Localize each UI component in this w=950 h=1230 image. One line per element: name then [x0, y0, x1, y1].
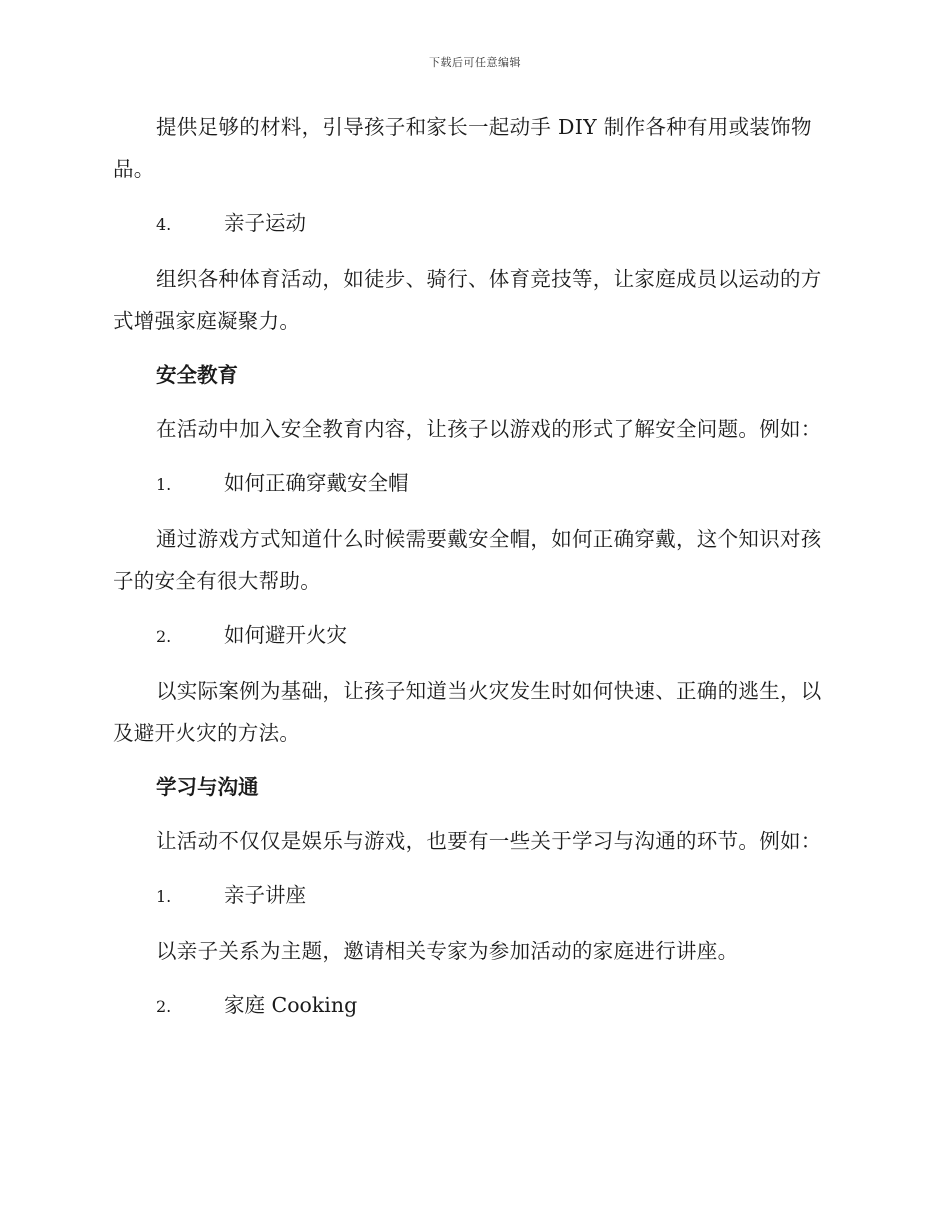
list-number: 2.: [156, 627, 172, 646]
list-item-cooking: [113, 984, 835, 1028]
list-item-sports: [113, 202, 835, 246]
list-item-lecture: [113, 874, 835, 918]
paragraph-learning-intro: 让活动不仅仅是娱乐与游戏，也要有一些关于学习与沟通的环节。例如：: [156, 829, 822, 853]
list-item-label: 亲子运动: [224, 211, 306, 235]
paragraph-helmet: 通过游戏方式知道什么时候需要戴安全帽，如何正确穿戴，这个知识对孩子的安全有很大帮助。: [113, 527, 822, 593]
paragraph-sports: 组织各种体育活动，如徒步、骑行、体育竞技等，让家庭成员以运动的方式增强家庭凝聚力。: [113, 267, 822, 333]
list-item-label: 家庭 Cooking: [224, 993, 358, 1017]
list-number: 4.: [156, 215, 172, 234]
paragraph-safety-intro: 在活动中加入安全教育内容，让孩子以游戏的形式了解安全问题。例如：: [156, 417, 822, 441]
list-item-label: 如何避开火灾: [224, 623, 347, 647]
list-item-label: 亲子讲座: [224, 883, 306, 907]
list-number: 1.: [156, 475, 172, 494]
paragraph-fire: 以实际案例为基础，让孩子知道当火灾发生时如何快速、正确的逃生，以及避开火灾的方法。: [113, 679, 822, 745]
section-heading-safety: 安全教育: [156, 363, 238, 387]
document-body: [113, 106, 835, 1040]
list-item-label: 如何正确穿戴安全帽: [224, 471, 409, 495]
paragraph-lecture: 以亲子关系为主题，邀请相关专家为参加活动的家庭进行讲座。: [156, 939, 739, 963]
list-item-helmet: [113, 462, 835, 506]
header-note: 下载后可任意编辑: [429, 56, 521, 69]
list-number: 1.: [156, 887, 172, 906]
paragraph-diy: 提供足够的材料，引导孩子和家长一起动手 DIY 制作各种有用或装饰物品。: [113, 115, 812, 181]
list-number: 2.: [156, 997, 172, 1016]
list-item-fire: [113, 614, 835, 658]
section-heading-learning: 学习与沟通: [156, 775, 259, 799]
